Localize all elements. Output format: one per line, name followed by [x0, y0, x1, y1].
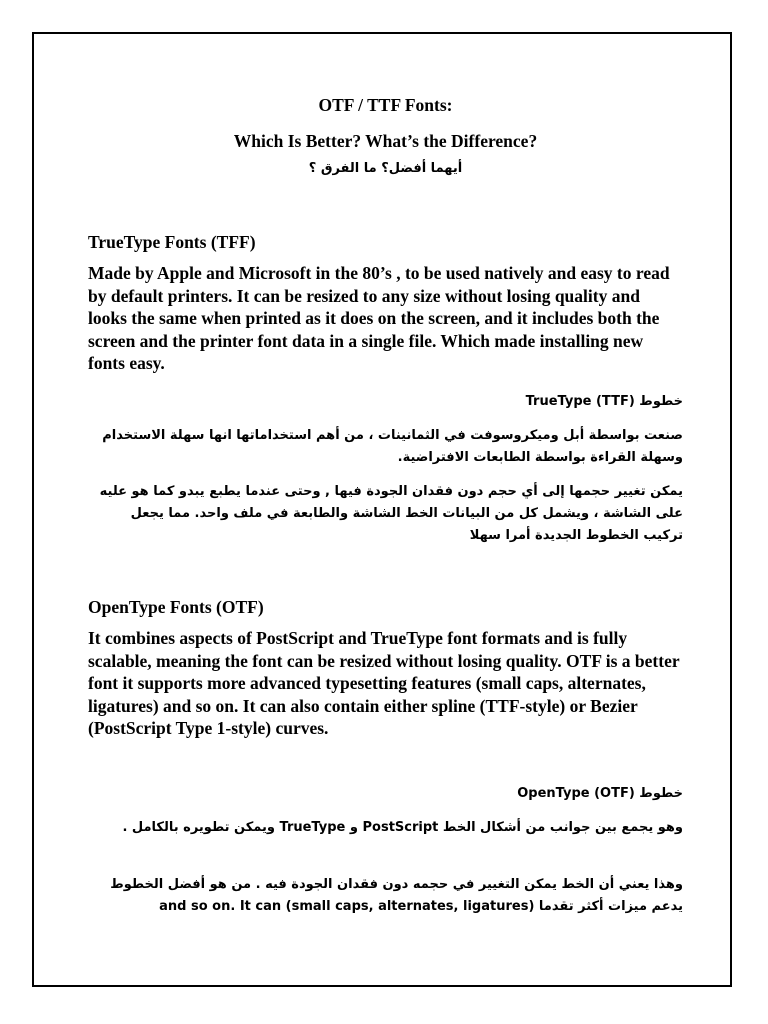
opentype-heading: OpenType Fonts (OTF) — [88, 597, 264, 617]
truetype-heading: TrueType Fonts (TFF) — [88, 232, 256, 252]
truetype-body: Made by Apple and Microsoft in the 80’s , to be used natively and easy to read by default printers. It can be resized to any size without losing quality and looks the same when printed as it does on the screen, and it includes both the screen and the printer font data in a single file. Which made installing new fonts easy. — [88, 263, 670, 373]
opentype-body: It combines aspects of PostScript and TrueType font formats and is fully scalable, meaning the font can be resized without losing quality. OTF is a better font it supports more advanced typesetting features (small caps, alternates, ligatures) and so on. It can also contain either spline (TTF-style) or Bezier (PostScript Type 1-style) curves. — [88, 628, 680, 738]
opentype-arabic-paragraph-1: وهو يجمع بين جوانب من أشكال الخط PostScript و TrueType ويمكن تطويره بالكامل . — [122, 820, 683, 835]
truetype-arabic-paragraph-2: يمكن تغيير حجمها إلى أي حجم دون فقدان الجودة فيها , وحتى عندما يطبع يبدو كما هو عليه على الشاشة ، ويشمل كل من البيانات الخط الشاشة والطابعة في ملف واحد. مما يجعل تركيب الخطوط الجديدة أمرا سهلا — [99, 484, 683, 543]
opentype-arabic-heading: خطوط (OpenType (OTF — [517, 786, 683, 801]
doc-title-line2: Which Is Better? What’s the Difference? — [233, 131, 538, 151]
opentype-arabic-paragraph-2: وهذا يعني أن الخط يمكن التغيير في حجمه دون فقدان الجودة فيه . من هو أفضل الخطوط يدعم ميزات أكثر تقدما (small caps, alternates, ligatures) and so on. It can — [110, 877, 683, 914]
truetype-arabic-heading: خطوط (TrueType (TTF — [525, 394, 683, 409]
doc-title-arabic: أيهما أفضل؟ ما الفرق ؟ — [308, 161, 463, 176]
truetype-arabic-paragraph-1: صنعت بواسطة أبل وميكروسوفت في الثمانينات ، من أهم استخداماتها انها سهلة الاستخدام وسهلة القراءة بواسطة الطابعات الافتراضية. — [102, 428, 683, 465]
doc-title-line1: OTF / TTF Fonts: — [318, 95, 453, 115]
